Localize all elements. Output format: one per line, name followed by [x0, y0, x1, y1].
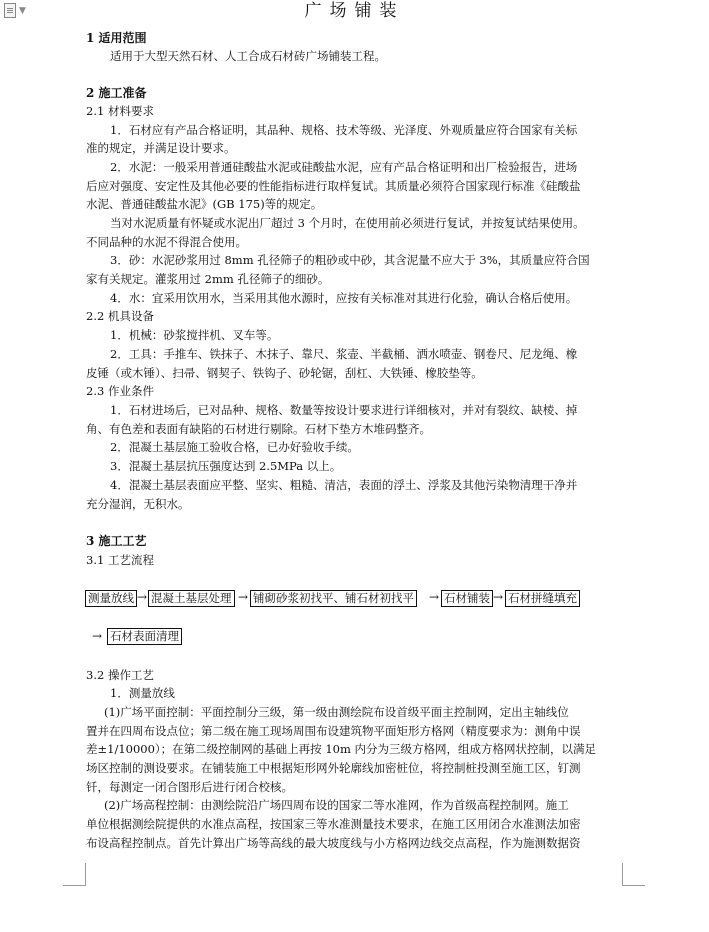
arrow-right-icon: →: [137, 590, 148, 604]
arrow-right-icon: →: [238, 590, 249, 604]
paragraph-line: 置并在四周布设点位；第二级在施工现场周围布设建筑物平面矩形方格网（精度要求为：测角中误: [86, 724, 581, 738]
arrow-right-icon: →: [493, 590, 504, 604]
paragraph-line: 1．石材进场后，已对品种、规格、数量等按设计要求进行详细核对，并对有裂纹、缺棱、掉: [110, 403, 578, 417]
paragraph-line: 场区控制的测设要求。在铺装施工中根据矩形网外轮廓线加密桩位，将控制桩投测至施工区，钉测: [86, 761, 581, 775]
paragraph-line: 皮锤（或木锤）、扫帚、钢契子、铁钩子、砂轮锯，刮杠、大铁锤、橡胶垫等。: [86, 366, 483, 380]
paragraph-line: 后应对强度、安定性及其他必要的性能指标进行取样复试。其质量必须符合国家现行标准《硅酸盐: [86, 179, 581, 193]
paragraph-line: 不同品种的水泥不得混合使用。: [86, 235, 247, 249]
chevron-down-icon[interactable]: ▼: [19, 6, 26, 16]
subsection-heading: 3.1 工艺流程: [86, 553, 154, 567]
arrow-right-icon: →: [92, 629, 103, 643]
arrow-right-icon: →: [429, 590, 440, 604]
paragraph-line: 4．混凝土基层表面应平整、坚实、粗糙、清洁，表面的浮土、浮浆及其他污染物清理干净并: [110, 478, 578, 492]
flow-step: 测量放线: [85, 590, 137, 607]
paragraph-line: 布设高程控制点。首先计算出广场等高线的最大坡度线与小方格网边线交点高程，作为施测数据资: [86, 836, 581, 850]
paragraph-line: (1)广场平面控制：平面控制分三级，第一级由测绘院布设首级平面主控制网，定出主轴线位: [104, 705, 569, 719]
paragraph-line: 角、有色差和表面有缺陷的石材进行剔除。石材下垫方木堆码整齐。: [86, 422, 431, 436]
paragraph-line: 1．机械：砂浆搅拌机、叉车等。: [110, 328, 279, 342]
paragraph-line: 4．水：宜采用饮用水，当采用其他水源时，应按有关标准对其进行化验，确认合格后使用。: [110, 291, 578, 305]
flow-step: 石材拼缝填充: [505, 590, 580, 607]
paragraph-line: 单位根据测绘院提供的水准点高程，按国家三等水准测量技术要求，在施工区用闭合水准测法加密: [86, 817, 581, 831]
paragraph-line: 水泥、普通硅酸盐水泥》(GB 175)等的规定。: [86, 197, 323, 211]
paragraph-line: 家有关规定。灌浆用过 2mm 孔径筛子的细砂。: [86, 272, 330, 286]
flow-step: 混凝土基层处理: [148, 590, 235, 607]
flow-step: 石材表面清理: [107, 628, 182, 645]
page-margin-marker: [622, 863, 645, 886]
paragraph-line: 3．砂：水泥砂浆用过 8mm 孔径筛子的粗砂或中砂，其含泥量不应大于 3%，其质量应符合国: [110, 253, 590, 267]
paragraph-line: 准的规定，并满足设计要求。: [86, 141, 236, 155]
paragraph-line: 1．测量放线: [110, 686, 175, 700]
paragraph-line: 2．工具：手推车、铁抹子、木抹子、靠尺、浆壶、半截桶、洒水喷壶、钢卷尺、尼龙绳、橡: [110, 347, 578, 361]
subsection-heading: 3.2 操作工艺: [86, 668, 154, 682]
paragraph-line: 3．混凝土基层抗压强度达到 2.5MPa 以上。: [110, 459, 342, 473]
subsection-heading: 2.1 材料要求: [86, 104, 154, 118]
paragraph: 适用于大型天然石材、人工合成石材砖广场铺装工程。: [110, 49, 386, 63]
paragraph-line: (2)广场高程控制：由测绘院沿广场四周布设的国家二等水准网，作为首级高程控制网。施工: [104, 798, 569, 812]
flow-step: 石材铺装: [441, 590, 493, 607]
paragraph-line: 2．水泥：一般采用普通硅酸盐水泥或硅酸盐水泥，应有产品合格证明和出厂检验报告，进场: [110, 160, 578, 174]
page-title: 广场铺装: [304, 1, 405, 21]
subsection-heading: 2.3 作业条件: [86, 384, 154, 398]
section-heading-1: 1 适用范围: [86, 31, 147, 45]
paragraph-line: 2．混凝土基层施工验收合格，已办好验收手续。: [110, 440, 359, 454]
section-heading-2: 2 施工准备: [86, 86, 147, 100]
paragraph-line: 1．石材应有产品合格证明，其品种、规格、技术等级、光泽度、外观质量应符合国家有关标: [110, 123, 578, 137]
page-margin-marker: [63, 863, 86, 886]
subsection-heading: 2.2 机具设备: [86, 309, 154, 323]
section-heading-3: 3 施工工艺: [86, 534, 147, 548]
paragraph-line: 钎，每测定一闭合图形后进行闭合校核。: [86, 780, 293, 794]
flow-step: 铺砌砂浆初找平、铺石材初找平: [250, 590, 417, 607]
paragraph-line: 充分湿润，无积水。: [86, 497, 190, 511]
paragraph-line: 当对水泥质量有怀疑或水泥出厂超过 3 个月时，在使用前必须进行复试，并按复试结果使用。: [110, 216, 585, 230]
paragraph-line: 差±1/10000）；在第二级控制网的基础上再按 10m 内分为三级方格网，组成方格网状控制，以满足: [86, 742, 597, 756]
